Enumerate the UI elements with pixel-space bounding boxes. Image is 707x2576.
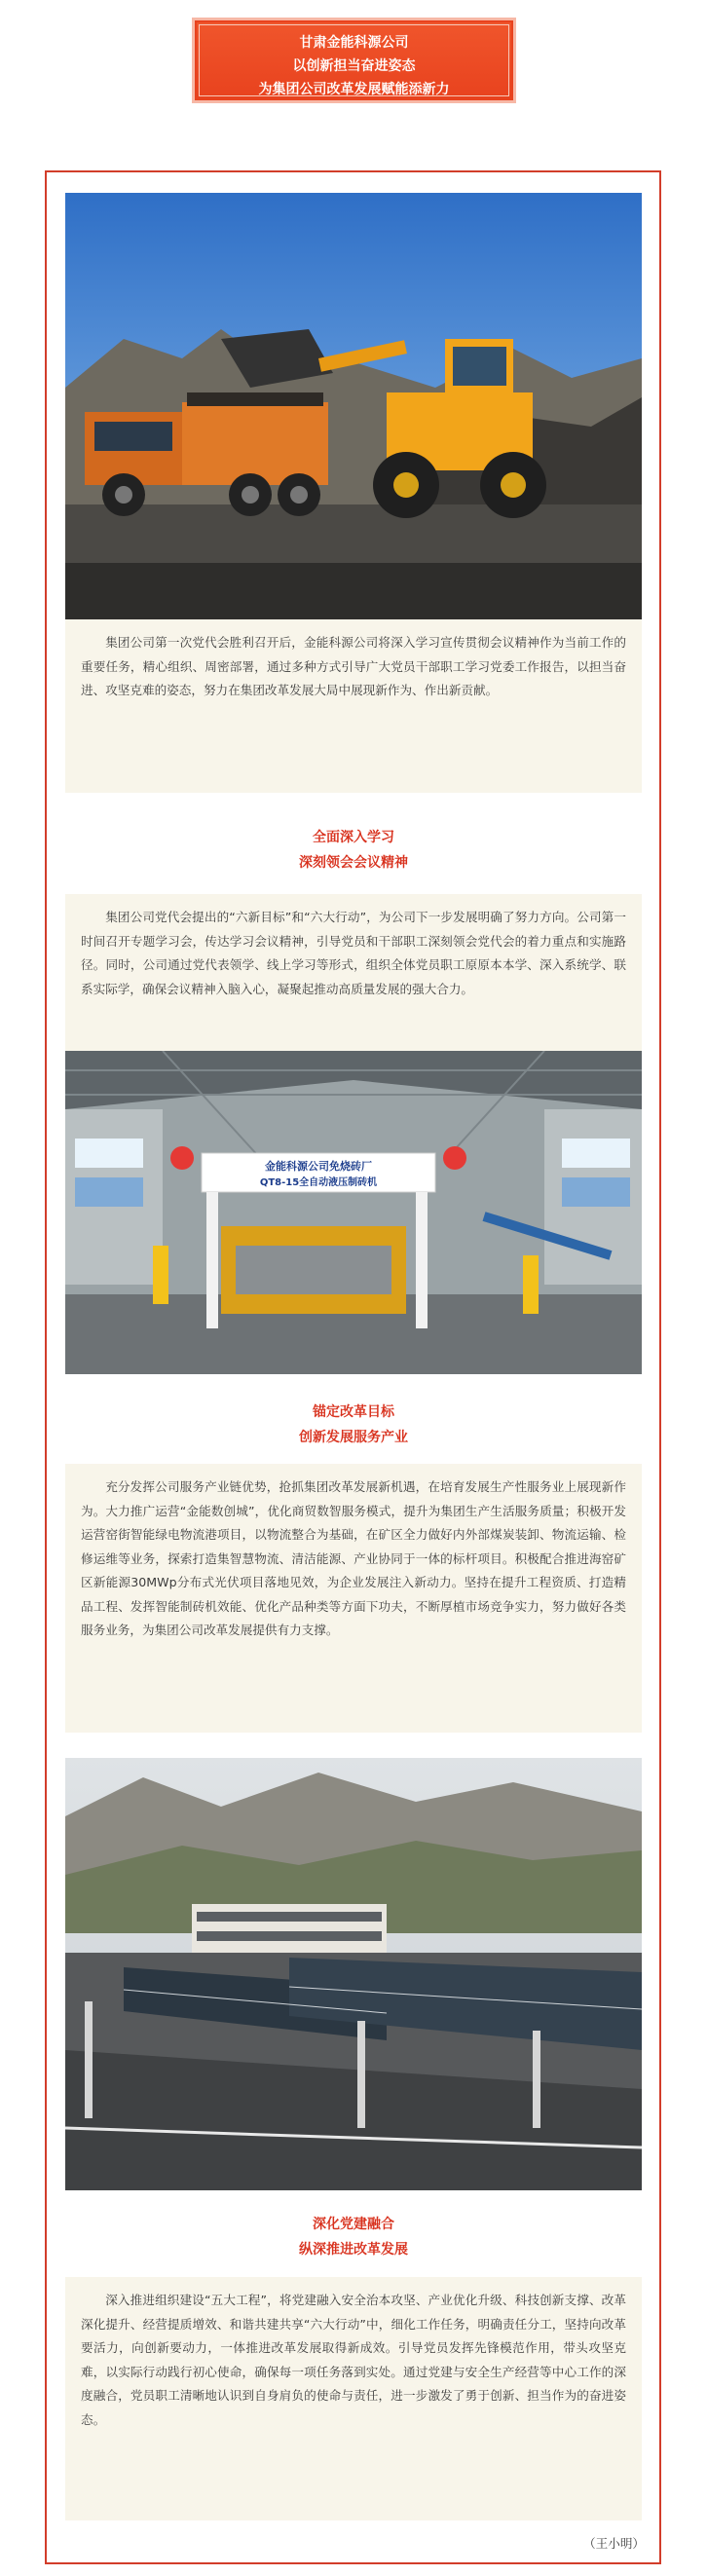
banner-line-1: 甘肃金能科源公司 [299,35,409,51]
brick-factory-illustration [65,1051,642,1374]
paragraph-service: 充分发挥公司服务产业链优势，抢抓集团改革发展新机遇，在培育发展生产性服务业上展现新作为。大力推广运营“金能数创城”，优化商贸数智服务模式，提升为集团生产生活服务质量；积极开发运营窑街智能绿电物流港项目，以物流整合为基础，在矿区全力做好内外部煤炭装卸、物流运输、检修运维等业务，探索打造集智慧物流、清洁能源、产业协同于一体的标杆项目。积极配合推进海窑矿区新能源30MWp分布式光伏项目落地见效，为企业发展注入新动力。坚持在提升工程资质、打造精品工程、发挥智能制砖机效能、优化产品种类等方面下功夫，不断厚植市场竞争实力，努力做好各类服务业务，为集团公司改革发展提供有力支撑。 [65,1464,642,1733]
photo-solar-carport [65,1758,642,2190]
solar-carport-illustration [65,1758,642,2190]
section-heading-1a: 全面深入学习 [313,830,394,845]
factory-sign-line-1: 金能科源公司免烧砖厂 [265,1160,372,1173]
photo-brick-factory [65,1051,642,1374]
photo-loader-truck [65,193,642,619]
loader-truck-illustration [65,193,642,619]
title-banner [192,18,516,103]
paragraph-intro: 集团公司第一次党代会胜利召开后，金能科源公司将深入学习宣传贯彻会议精神作为当前工作的重要任务，精心组织、周密部署，通过多种方式引导广大党员干部职工学习党委工作报告，以担当奋进、攻坚克难的姿态，努力在集团改革发展大局中展现新作为、作出新贡献。 [65,619,642,793]
section-heading-2b: 创新发展服务产业 [299,1430,408,1445]
section-heading-3b: 纵深推进改革发展 [299,2242,408,2258]
author-credit: （王小明） [583,2536,645,2551]
paragraph-party-building: 深入推进组织建设“五大工程”，将党建融入安全治本攻坚、产业优化升级、科技创新支撑、改革深化提升、经营提质增效、和谐共建共享“六大行动”中，细化工作任务，明确责任分工，坚持向改革要活力，向创新要动力，一体推进改革发展取得新成效。引导党员发挥先锋模范作用，带头攻坚克难，以实际行动践行初心使命，确保每一项任务落到实处。通过党建与安全生产经营等中心工作的深度融合，党员职工清晰地认识到自身肩负的使命与责任，进一步激发了勇于创新、担当作为的奋进姿态。 [65,2277,642,2520]
section-heading-3a: 深化党建融合 [313,2217,394,2232]
section-heading-2a: 锚定改革目标 [313,1404,394,1420]
factory-sign-line-2: QT8-15全自动液压制砖机 [259,1177,378,1188]
section-heading-1b: 深刻领会会议精神 [299,855,408,871]
banner-line-3: 为集团公司改革发展赋能添新力 [258,82,450,97]
paragraph-study: 集团公司党代会提出的“六新目标”和“六大行动”，为公司下一步发展明确了努力方向。公司第一时间召开专题学习会，传达学习会议精神，引导党员和干部职工深刻领会党代会的着力重点和实施路径。同时，公司通过党代表领学、线上学习等形式，组织全体党员职工原原本本学、深入系统学、联系实际学，确保会议精神入脑入心，凝聚起推动高质量发展的强大合力。 [65,894,642,1112]
banner-line-2: 以创新担当奋进姿态 [292,58,416,74]
